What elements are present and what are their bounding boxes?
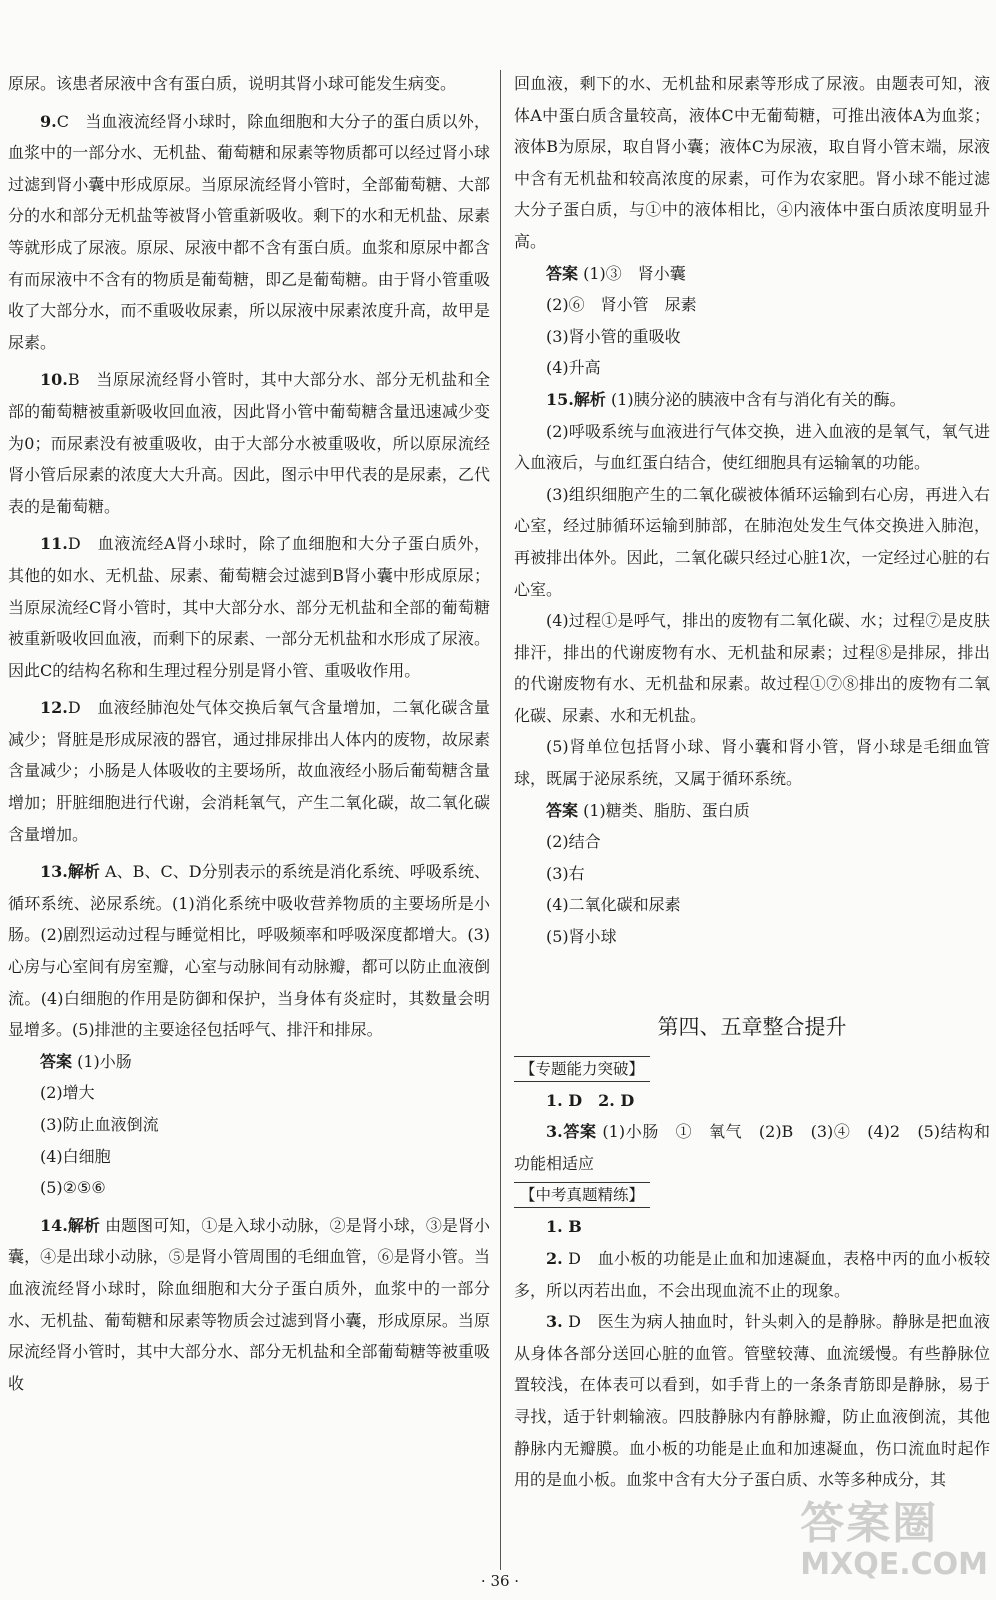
answer-line: (4)二氧化碳和尿素 [546,895,681,915]
question-9 [8,106,490,359]
question-3 [514,1116,990,1179]
column-divider [500,70,501,1570]
analysis-paragraph: (2)呼吸系统与血液进行气体交换，进入血液的是氧气，氧气进入血液后，与血红蛋白结合，使红细胞具有运输氧的功能。 [514,421,990,473]
answer-line: 1. B [546,1217,582,1237]
question-text: 由题图可知，①是入球小动脉，②是肾小球，③是肾小囊，④是出球小动脉，⑤是肾小管周围的毛细血管，⑥是肾小管。当血液流经肾小球时，除血细胞和大分子蛋白质外，血浆中的一部分水、无机盐、葡萄糖和尿素等物质会过滤到肾小囊，形成原尿。当原尿流经肾小管时，其中大部分水、部分无机盐和全部葡萄糖等被重吸收 [8,1215,490,1393]
analysis-label: 解析 [67,1215,100,1235]
watermark-logo [800,1500,988,1582]
analysis-paragraph: (4)过程①是呼气，排出的废物有二氧化碳、水；过程⑦是皮肤排汗，排出的代谢废物有水、无机盐和尿素；过程⑧是排尿，排出的代谢废物有水、无机盐和尿素。故过程①⑦⑧排出的废物有二氧化碳、尿素、水和无机盐。 [514,611,990,725]
analysis-label: 解析 [67,862,100,882]
watermark-url: MXQE.COM [800,1547,988,1582]
question-14-continued: 回血液，剩下的水、无机盐和尿素等形成了尿液。由题表可知，液体A中蛋白质含量较高，液体C中无葡萄糖，可推出液体A为血浆；液体B为原尿，取自肾小囊；液体C为尿液，取自肾小管末端，尿液中含有无机盐和较高浓度的尿素，可作为农家肥。肾小球不能过滤大分子蛋白质，与①中的液体相比，④内液体中蛋白质浓度明显升高。 [514,74,990,251]
left-column [8,68,490,1399]
question-number: 14. [40,1215,68,1235]
analysis-paragraph: (5)肾单位包括肾小球、肾小囊和肾小管，肾小球是毛细血管球，既属于泌尿系统，又属于循环系统。 [514,737,990,789]
question-text: (1)小肠 ① 氧气 (2)B (3)④ (4)2 (5)结构和功能相适应 [514,1122,990,1173]
answer-line: (2)⑥ 肾小管 尿素 [546,295,697,315]
question-text: C 当血液流经肾小球时，除血细胞和大分子的蛋白质以外，血浆中的一部分水、无机盐、葡萄糖和尿素等物质都可以经过肾小球过滤到肾小囊中形成原尿。当原尿流经肾小管时，全部葡萄糖、大部分的水和部分无机盐等被肾小管重新吸收。剩下的水和无机盐、尿素等就形成了尿液。原尿、尿液中都不含有蛋白质。血浆和原尿中都含有而尿液中不含有的物质是葡萄糖，即乙是葡萄糖。由于肾小管重吸收了大部分水，而不重吸收尿素，所以尿液中尿素浓度升高，故甲是尿素。 [8,111,490,352]
question-text: A、B、C、D分别表示的系统是消化系统、呼吸系统、循环系统、泌尿系统。(1)消化系统中吸收营养物质的主要场所是小肠。(2)剧烈运动过程与睡觉相比，呼吸频率和呼吸深度都增大。(3)心房与心室间有房室瓣，心室与动脉间有动脉瓣，都可以防止血液倒流。(4)白细胞的作用是防御和保护，当身体有炎症时，其数量会明显增多。(5)排泄的主要途径包括呼气、排汗和排尿。 [8,862,490,1040]
section-heading-ability: 【专题能力突破】 [514,1056,650,1082]
answer-line: (2)增大 [40,1083,95,1103]
answer-label: 答案 [546,800,579,820]
question-number: 10. [40,370,68,390]
answer-label: 答案 [562,1122,597,1142]
question-number: 3. [546,1312,563,1332]
question-text: D 血液流经A肾小球时，除了血细胞和大分子蛋白质外，其他的如水、无机盐、尿素、葡萄糖会过滤到B肾小囊中形成原尿；当原尿流经C肾小管时，其中大部分水、部分无机盐和全部的葡萄糖被重新吸收回血液，而剩下的尿素、一部分无机盐和水形成了尿液。因此C的结构名称和生理过程分别是肾小管、重吸收作用。 [8,534,490,680]
question-number: 12. [40,698,68,718]
question-text: D 血液经肺泡处气体交换后氧气含量增加，二氧化碳含量减少；肾脏是形成尿液的器官，通过排尿排出人体内的废物，故尿素含量减少；小肠是人体吸收的主要场所，故血液经小肠后葡萄糖含量增加；肝脏细胞进行代谢，会消耗氧气，产生二氧化碳，故二氧化碳含量增加。 [8,698,490,844]
answer-line: (3)右 [546,863,585,883]
answer-line: 1. D 2. D [546,1090,635,1110]
answer-text: (1)小肠 [77,1051,132,1071]
page-number: · 36 · [480,1572,520,1590]
question-number: 3. [546,1122,563,1142]
answer-label: 答案 [40,1051,73,1071]
answer-line: (4)白细胞 [40,1146,111,1166]
question-11 [8,528,490,686]
intro-paragraph: 原尿。该患者尿液中含有蛋白质，说明其肾小球可能发生病变。 [8,74,457,93]
answer-label: 答案 [546,263,579,283]
answer-line [514,795,990,827]
question-2 [514,1243,990,1306]
question-14 [8,1210,490,1400]
answer-line: (5)肾小球 [546,927,617,947]
right-column [514,68,990,1496]
answer-line [514,258,990,290]
answer-line: (3)肾小管的重吸收 [546,326,681,346]
answer-text: (1)③ 肾小囊 [583,263,686,283]
section-heading-exam: 【中考真题精练】 [514,1182,650,1208]
analysis-label: 解析 [573,389,606,409]
question-number: 13. [40,862,68,882]
answer-line: (4)升高 [546,358,601,378]
question-13 [8,856,490,1046]
question-10 [8,364,490,522]
question-number: 2. [546,1249,563,1268]
answer-text: (1)糖类、脂肪、蛋白质 [578,800,750,820]
question-text: D 医生为病人抽血时，针头刺入的是静脉。静脉是把血液从身体各部分送回心脏的血管。管壁较薄、血流缓慢。有些静脉位置较浅，在体表可以看到，如手背上的一条条青筋即是静脉，易于寻找，适于针刺输液。四肢静脉内有静脉瓣，防止血液倒流，其他静脉内无瓣膜。血小板的功能是止血和加速凝血，伤口流血时起作用的是血小板。血浆中含有大分子蛋白质、水等多种成分，其 [514,1312,990,1490]
question-text: (1)胰分泌的胰液中含有与消化有关的酶。 [605,389,906,409]
question-3 [514,1306,990,1496]
analysis-paragraph: (3)组织细胞产生的二氧化碳被体循环运输到右心房，再进入右心室，经过肺循环运输到肺部，在肺泡处发生气体交换进入肺泡，再被排出体外。因此，二氧化碳只经过心脏1次，一定经过心脏的右心室。 [514,484,990,599]
question-number: 11. [40,534,68,554]
question-number: 9. [40,111,57,131]
watermark-text: 答案圈 [800,1498,939,1549]
answer-line: (2)结合 [546,832,601,852]
answer-line: (3)防止血液倒流 [40,1115,159,1134]
question-text: B 当原尿流经肾小管时，其中大部分水、部分无机盐和全部的葡萄糖被重新吸收回血液，因此肾小管中葡萄糖含量迅速减少变为0；而尿素没有被重吸收，由于大部分水被重吸收，所以原尿流经肾小管后尿素的浓度大大升高。因此，图示中甲代表的是尿素，乙代表的是葡萄糖。 [8,370,490,516]
question-15 [514,384,990,416]
question-text: D 血小板的功能是止血和加速凝血，表格中丙的血小板较多，所以丙若出血，不会出现血流不止的现象。 [514,1249,990,1300]
answer-line: (5)②⑤⑥ [40,1178,106,1198]
answer-line [8,1046,490,1078]
chapter-title: 第四、五章整合提升 [657,1014,847,1039]
question-12 [8,692,490,850]
question-number: 15. [546,389,574,409]
